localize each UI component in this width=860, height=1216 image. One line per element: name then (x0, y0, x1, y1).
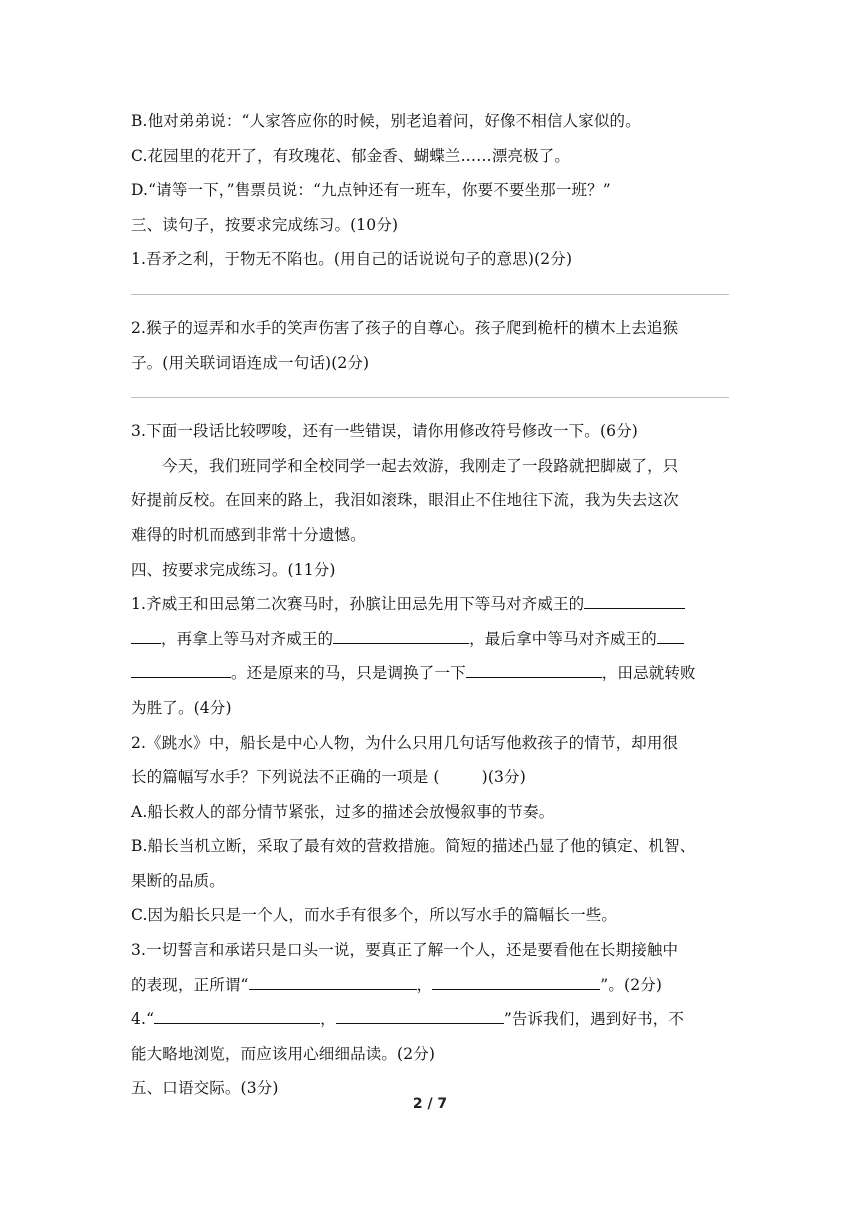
option-d: D.“请等一下，”售票员说：“九点钟还有一班车，你要不要坐那一班？” (131, 181, 611, 200)
question-4-4-line-1 (131, 1002, 729, 1037)
option-4-2-b-line-1: B.船长当机立断，采取了最有效的营救措施。简短的描述凸显了他的镇定、机智、 (131, 837, 696, 856)
question-4-2-line-1: 2.《跳水》中，船长是中心人物，为什么只用几句话写他救孩子的情节，却用很 (131, 733, 679, 752)
question-4-1-line-2 (131, 622, 729, 657)
option-4-2-c: C.因为船长只是一个人，而水手有很多个，所以写水手的篇幅长一些。 (131, 906, 618, 925)
question-4-4-text-a2: ， (320, 1010, 336, 1029)
section-5-heading: 五、口语交际。(3分) (131, 1079, 279, 1098)
fill-blank[interactable] (584, 596, 685, 609)
question-4-3-line-1: 3.一切誓言和承诺只是口头一说，要真正了解一个人，还是要看他在长期接触中 (131, 941, 679, 960)
question-3-2-line-2: 子。(用关联词语连成一句话)(2分) (131, 353, 370, 372)
option-4-2-a: A.船长救人的部分情节紧张，过多的描述会放慢叙事的节奏。 (131, 802, 555, 821)
fill-blank[interactable] (154, 1011, 320, 1024)
question-4-3-text-b2: ， (416, 975, 433, 994)
fill-blank[interactable] (333, 631, 469, 644)
question-4-4-line-2: 能大略地浏览，而应该用心细细品读。(2分) (131, 1044, 436, 1063)
question-4-1-text-c2: ，田忌就转败 (601, 664, 696, 683)
option-4-2-b-line-2: 果断的品质。 (131, 871, 225, 890)
fill-blank[interactable] (336, 1011, 504, 1024)
question-4-1-text-b2: ，最后拿中等马对齐威王的 (469, 629, 657, 648)
option-c: C.花园里的花开了，有玫瑰花、郁金香、蝴蝶兰……漂亮极了。 (131, 146, 571, 165)
answer-line-3-1[interactable] (131, 277, 729, 311)
question-4-2-line-2 (131, 760, 729, 795)
option-b: B.他对弟弟说：“人家答应你的时候，别老追着问，好像不相信人家似的。 (131, 112, 641, 130)
fill-blank[interactable] (131, 631, 161, 644)
question-3-2-line-1: 2.猴子的逗弄和水手的笑声伤害了孩子的自尊心。孩子爬到桅杆的横木上去追猴 (131, 318, 679, 337)
question-4-2-text-b2: )(3分) (481, 768, 526, 787)
fill-blank[interactable] (432, 977, 600, 990)
fill-blank[interactable] (466, 665, 602, 678)
question-4-3-text-b1: 的表现，正所谓“ (131, 975, 249, 994)
page-number: 2 / 7 (412, 1096, 448, 1112)
question-4-1-line-3 (131, 656, 729, 691)
question-3-1: 1.吾矛之利，于物无不陷也。(用自己的话说说句子的意思)(2分) (131, 250, 573, 269)
paragraph-line-1: 今天，我们班同学和全校同学一起去效游，我刚走了一段路就把脚崴了，只 (162, 456, 679, 475)
question-4-1-line-1 (131, 587, 729, 622)
answer-line-3-2[interactable] (131, 380, 729, 414)
page-content (131, 104, 729, 1106)
fill-blank[interactable] (131, 665, 231, 678)
question-3-3: 3.下面一段话比较啰唆，还有一些错误，请你用修改符号修改一下。(6分) (131, 422, 638, 441)
paragraph-line-3: 难得的时机而感到非常十分遗憾。 (131, 525, 366, 544)
fill-blank[interactable] (657, 631, 684, 644)
paragraph-line-2: 好提前反校。在回来的路上，我泪如滚珠，眼泪止不住地往下流，我为失去这次 (131, 491, 679, 510)
question-4-1-line-4: 为胜了。(4分) (131, 698, 232, 717)
question-4-4-text-a1: 4.“ (131, 1010, 155, 1029)
question-4-1-text-b1: ，再拿上等马对齐威王的 (161, 629, 334, 648)
question-4-2-text-b1: 长的篇幅写水手？下列说法不正确的一项是 ( (131, 768, 440, 787)
section-3-heading: 三、读句子，按要求完成练习。(10分) (131, 215, 399, 234)
question-4-3-text-b3: ”。(2分) (600, 975, 663, 994)
question-4-4-text-a3: ”告诉我们，遇到好书，不 (503, 1010, 685, 1029)
question-4-1-text-a: 1.齐威王和田忌第二次赛马时，孙膑让田忌先用下等马对齐威王的 (131, 595, 585, 614)
question-4-3-line-2 (131, 968, 729, 1003)
section-4-heading: 四、按要求完成练习。(11分) (131, 560, 336, 579)
fill-blank[interactable] (249, 977, 417, 990)
question-4-1-text-c1: 。还是原来的马，只是调换了一下 (231, 664, 466, 683)
